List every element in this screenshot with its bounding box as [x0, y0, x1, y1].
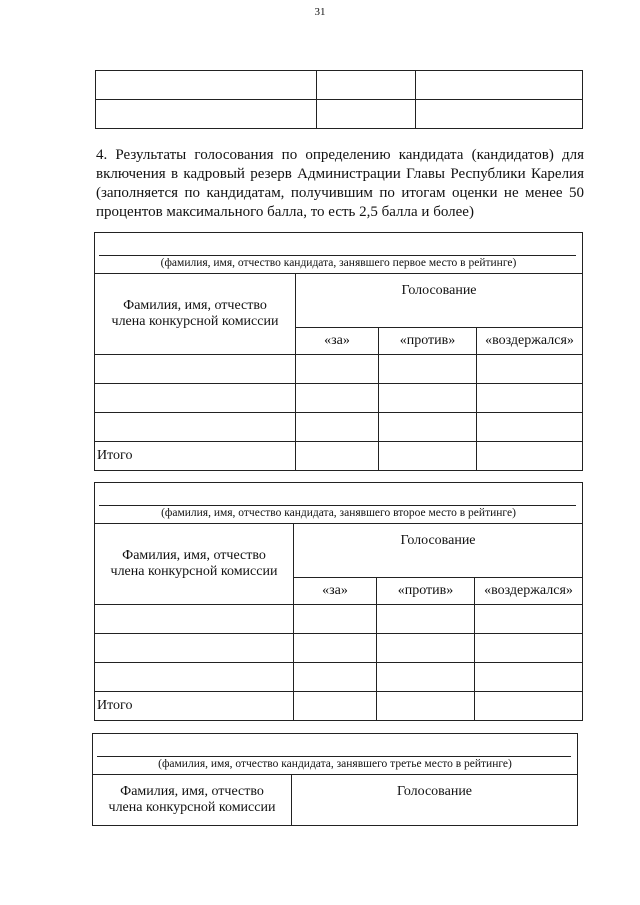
candidate-caption: (фамилия, имя, отчество кандидата, занявшего третье место в рейтинге) [158, 758, 512, 770]
member-header-line1: Фамилия, имя, отчество [122, 548, 266, 563]
table-cell [317, 100, 416, 129]
total-row [95, 692, 583, 721]
candidate-caption: (фамилия, имя, отчество кандидата, занявшего первое место в рейтинге) [160, 257, 517, 269]
candidate-name-line [97, 756, 571, 757]
table-cell [96, 71, 317, 100]
option-for: «за» [294, 578, 377, 605]
member-name-header [95, 524, 294, 605]
voting-table-third-place [92, 733, 578, 826]
total-label: Итого [95, 692, 294, 721]
table-row [95, 634, 583, 663]
vote-cell[interactable] [379, 442, 477, 471]
vote-cell[interactable] [377, 605, 475, 634]
member-name-header [93, 775, 292, 826]
candidate-name-cell[interactable] [95, 233, 583, 274]
candidate-row [95, 233, 583, 274]
table-row [95, 413, 583, 442]
vote-cell[interactable] [377, 692, 475, 721]
header-row [95, 524, 583, 578]
member-cell[interactable] [95, 413, 296, 442]
vote-cell[interactable] [475, 692, 583, 721]
vote-cell[interactable] [475, 605, 583, 634]
candidate-row [95, 483, 583, 524]
vote-cell[interactable] [477, 442, 583, 471]
table-row [96, 100, 583, 129]
table-row [95, 384, 583, 413]
table-cell [416, 71, 583, 100]
member-cell[interactable] [95, 605, 294, 634]
vote-cell[interactable] [377, 663, 475, 692]
member-header-line1: Фамилия, имя, отчество [120, 784, 264, 799]
header-row [93, 775, 578, 826]
vote-cell[interactable] [294, 634, 377, 663]
vote-cell[interactable] [475, 634, 583, 663]
vote-cell[interactable] [477, 384, 583, 413]
voting-header: Голосование [294, 524, 583, 578]
candidate-caption: (фамилия, имя, отчество кандидата, занявшего второе место в рейтинге) [161, 507, 516, 519]
voting-table-second-place [94, 482, 583, 721]
member-header-line2: члена конкурсной комиссии [108, 800, 276, 815]
table-row [95, 605, 583, 634]
table-cell [96, 100, 317, 129]
section-heading: 4. Результаты голосования по определению кандидата (кандидатов) для включения в кадровый резерв Администрации Главы Республики Карелия (заполняется по кандидатам, получившим по итогам оценки не менее 50 процентов максимального балла, то есть 2,5 балла и более) [96, 147, 584, 220]
previous-table-continuation [95, 70, 583, 129]
total-row [95, 442, 583, 471]
candidate-name-cell[interactable] [95, 483, 583, 524]
voting-header: Голосование [292, 775, 578, 826]
candidate-name-line [99, 255, 576, 256]
candidate-name-line [99, 505, 576, 506]
member-cell[interactable] [95, 384, 296, 413]
vote-cell[interactable] [379, 384, 477, 413]
member-header-line1: Фамилия, имя, отчество [123, 298, 267, 313]
vote-cell[interactable] [477, 355, 583, 384]
vote-cell[interactable] [296, 442, 379, 471]
vote-cell[interactable] [294, 605, 377, 634]
table-row [96, 71, 583, 100]
vote-cell[interactable] [377, 634, 475, 663]
table-cell [416, 100, 583, 129]
vote-cell[interactable] [477, 413, 583, 442]
table-cell [317, 71, 416, 100]
total-label: Итого [95, 442, 296, 471]
vote-cell[interactable] [296, 413, 379, 442]
voting-table-first-place [94, 232, 583, 471]
table-row [95, 663, 583, 692]
member-header-line2: члена конкурсной комиссии [110, 564, 278, 579]
candidate-name-cell[interactable] [93, 734, 578, 775]
member-header-line2: члена конкурсной комиссии [111, 314, 279, 329]
vote-cell[interactable] [294, 663, 377, 692]
vote-cell[interactable] [379, 355, 477, 384]
member-cell[interactable] [95, 634, 294, 663]
table-row [95, 355, 583, 384]
option-against: «против» [377, 578, 475, 605]
member-cell[interactable] [95, 355, 296, 384]
option-abstain: «воздержался» [477, 328, 583, 355]
option-abstain: «воздержался» [475, 578, 583, 605]
vote-cell[interactable] [296, 355, 379, 384]
member-cell[interactable] [95, 663, 294, 692]
vote-cell[interactable] [475, 663, 583, 692]
page-number: 31 [314, 6, 326, 18]
voting-header: Голосование [296, 274, 583, 328]
member-name-header [95, 274, 296, 355]
candidate-row [93, 734, 578, 775]
header-row [95, 274, 583, 328]
option-against: «против» [379, 328, 477, 355]
vote-cell[interactable] [294, 692, 377, 721]
vote-cell[interactable] [296, 384, 379, 413]
option-for: «за» [296, 328, 379, 355]
vote-cell[interactable] [379, 413, 477, 442]
